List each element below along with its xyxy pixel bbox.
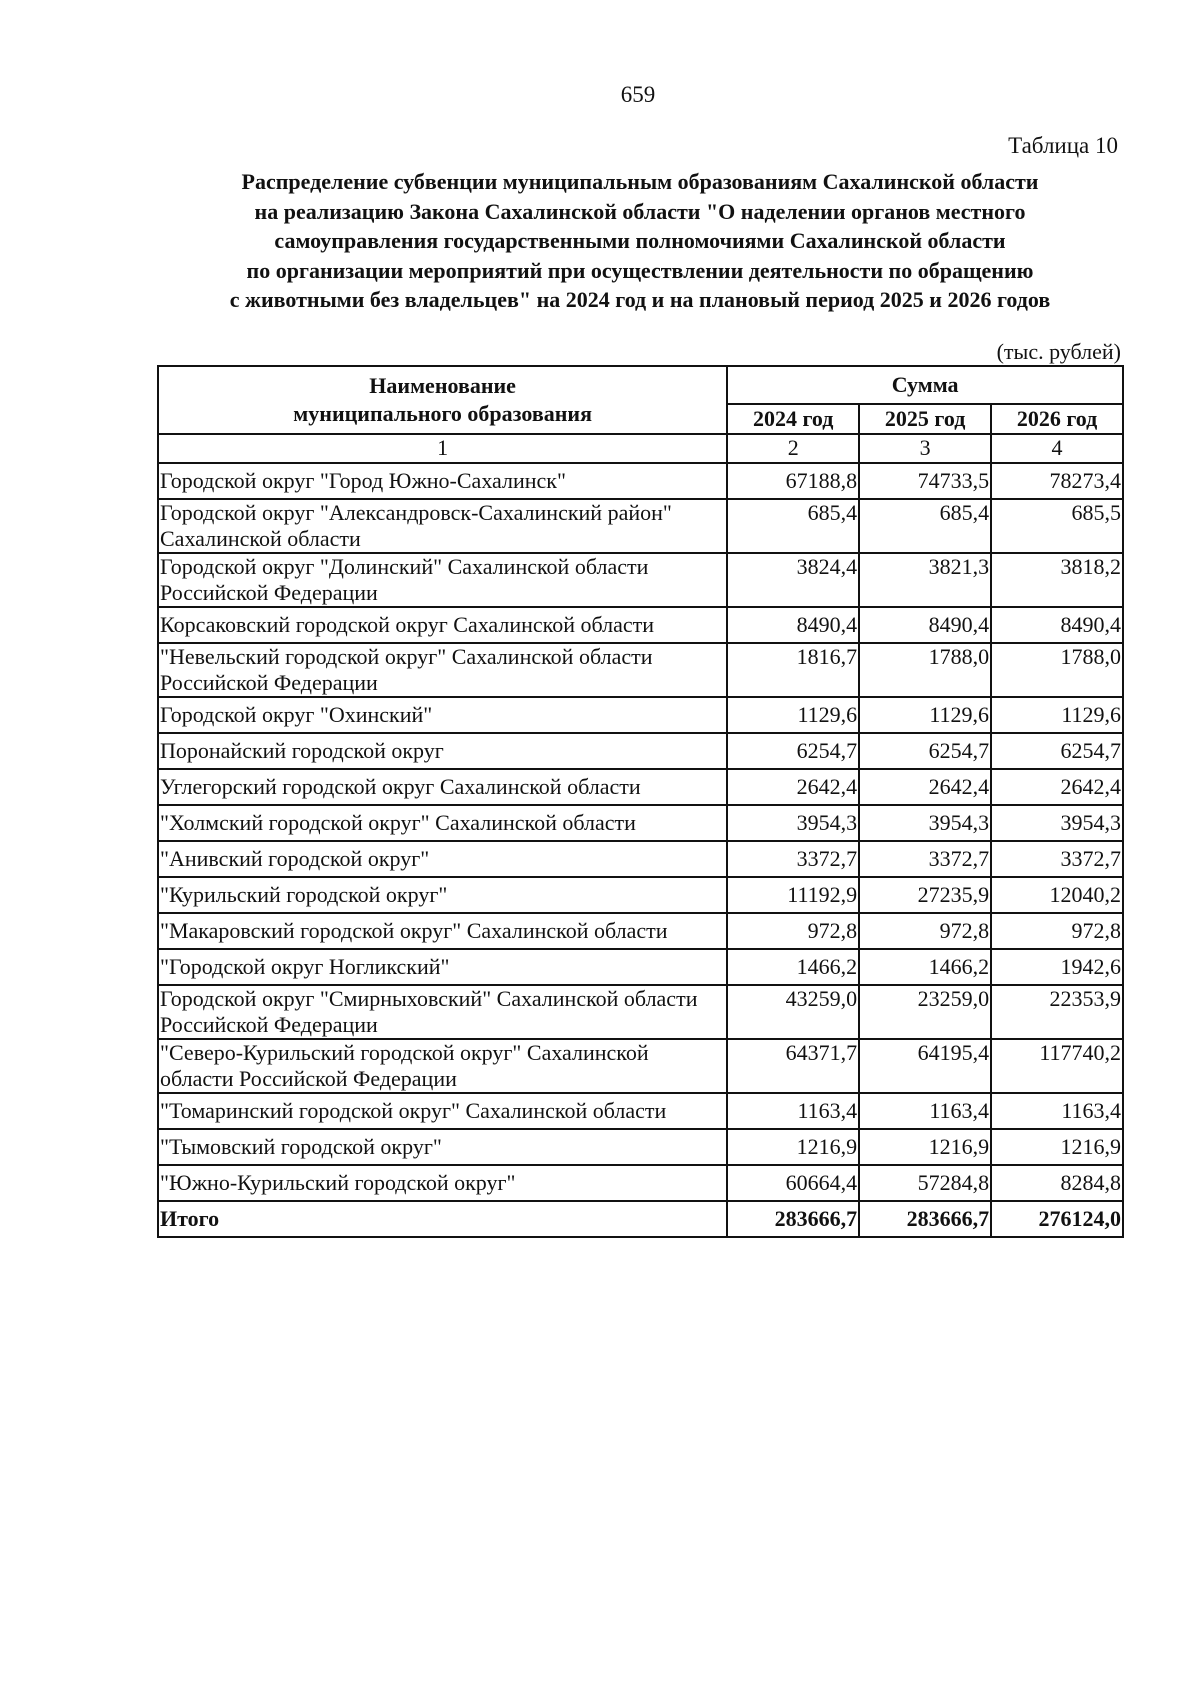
- municipality-name-cell: "Томаринский городской округ" Сахалинской области: [158, 1093, 727, 1129]
- value-2024-cell: 43259,0: [727, 985, 859, 1039]
- header-year-2024: 2024 год: [727, 404, 859, 434]
- value-2024-cell: 6254,7: [727, 733, 859, 769]
- value-2026-cell: 2642,4: [991, 769, 1123, 805]
- document-title: [140, 167, 1140, 315]
- title-line: с животными без владельцев" на 2024 год и на плановый период 2025 и 2026 годов: [229, 287, 1051, 312]
- value-2026-cell: 972,8: [991, 913, 1123, 949]
- units-label: (тыс. рублей): [996, 339, 1121, 364]
- total-2024-cell: 283666,7: [727, 1201, 859, 1237]
- value-2026-cell: 1129,6: [991, 697, 1123, 733]
- value-2025-cell: 1216,9: [859, 1129, 991, 1165]
- municipality-name-cell: Корсаковский городской округ Сахалинской области: [158, 607, 727, 643]
- value-2024-cell: 3824,4: [727, 553, 859, 607]
- index-cell: 4: [991, 434, 1123, 463]
- table-row: [158, 841, 1123, 877]
- value-2025-cell: 3821,3: [859, 553, 991, 607]
- value-2025-cell: 27235,9: [859, 877, 991, 913]
- value-2024-cell: 1129,6: [727, 697, 859, 733]
- table-row: [158, 805, 1123, 841]
- value-2026-cell: 78273,4: [991, 463, 1123, 499]
- page-number: 659: [620, 82, 656, 107]
- value-2026-cell: 12040,2: [991, 877, 1123, 913]
- table-row: [158, 1129, 1123, 1165]
- municipality-name-cell: "Тымовский городской округ": [158, 1129, 727, 1165]
- title-line: самоуправления государственными полномочиями Сахалинской области: [274, 228, 1006, 253]
- municipality-name-cell: Городской округ "Охинский": [158, 697, 727, 733]
- value-2026-cell: 3372,7: [991, 841, 1123, 877]
- value-2024-cell: 60664,4: [727, 1165, 859, 1201]
- value-2025-cell: 3954,3: [859, 805, 991, 841]
- table-row: [158, 643, 1123, 697]
- value-2026-cell: 6254,7: [991, 733, 1123, 769]
- table-row: [158, 733, 1123, 769]
- value-2025-cell: 1129,6: [859, 697, 991, 733]
- table-row: [158, 985, 1123, 1039]
- value-2024-cell: 64371,7: [727, 1039, 859, 1093]
- value-2026-cell: 22353,9: [991, 985, 1123, 1039]
- value-2025-cell: 23259,0: [859, 985, 991, 1039]
- header-year-2026: 2026 год: [991, 404, 1123, 434]
- header-name: [158, 366, 727, 434]
- title-line: на реализацию Закона Сахалинской области "О наделении органов местного: [254, 198, 1026, 224]
- value-2024-cell: 1216,9: [727, 1129, 859, 1165]
- table-row: [158, 913, 1123, 949]
- value-2026-cell: 685,5: [991, 499, 1123, 553]
- total-row: [158, 1201, 1123, 1237]
- index-cell: 1: [158, 434, 727, 463]
- municipality-name-cell: Поронайский городской округ: [158, 733, 727, 769]
- value-2025-cell: 74733,5: [859, 463, 991, 499]
- table-row: [158, 1039, 1123, 1093]
- value-2026-cell: 1788,0: [991, 643, 1123, 697]
- table-row: [158, 499, 1123, 553]
- table-row: [158, 949, 1123, 985]
- value-2024-cell: 3954,3: [727, 805, 859, 841]
- municipality-name-cell: Городской округ "Александровск-Сахалинский район" Сахалинской области: [158, 499, 727, 553]
- table-row: [158, 877, 1123, 913]
- table-body: [158, 463, 1123, 1237]
- municipality-name-cell: Городской округ "Долинский" Сахалинской области Российской Федерации: [158, 553, 727, 607]
- value-2025-cell: 1163,4: [859, 1093, 991, 1129]
- value-2025-cell: 64195,4: [859, 1039, 991, 1093]
- table-row: [158, 607, 1123, 643]
- table-row: [158, 769, 1123, 805]
- value-2024-cell: 1163,4: [727, 1093, 859, 1129]
- value-2024-cell: 11192,9: [727, 877, 859, 913]
- value-2026-cell: 8284,8: [991, 1165, 1123, 1201]
- table-row: [158, 1093, 1123, 1129]
- value-2026-cell: 3954,3: [991, 805, 1123, 841]
- municipality-name-cell: "Южно-Курильский городской округ": [158, 1165, 727, 1201]
- value-2024-cell: 1816,7: [727, 643, 859, 697]
- municipality-name-cell: Городской округ "Смирныховский" Сахалинской области Российской Федерации: [158, 985, 727, 1039]
- header-name-line1: Наименование: [369, 373, 516, 398]
- title-line: по организации мероприятий при осуществлении деятельности по обращению: [246, 257, 1034, 283]
- value-2026-cell: 1163,4: [991, 1093, 1123, 1129]
- table-row: [158, 553, 1123, 607]
- total-2026-cell: 276124,0: [991, 1201, 1123, 1237]
- municipality-name-cell: "Анивский городской округ": [158, 841, 727, 877]
- header-sum: Сумма: [727, 366, 1123, 404]
- value-2026-cell: 1942,6: [991, 949, 1123, 985]
- value-2025-cell: 2642,4: [859, 769, 991, 805]
- subvention-table: [157, 365, 1124, 1238]
- municipality-name-cell: "Городской округ Ногликский": [158, 949, 727, 985]
- value-2025-cell: 3372,7: [859, 841, 991, 877]
- value-2024-cell: 972,8: [727, 913, 859, 949]
- value-2025-cell: 1788,0: [859, 643, 991, 697]
- index-cell: 3: [859, 434, 991, 463]
- value-2024-cell: 67188,8: [727, 463, 859, 499]
- table-row: [158, 463, 1123, 499]
- value-2025-cell: 8490,4: [859, 607, 991, 643]
- title-line: Распределение субвенции муниципальным образованиям Сахалинской области: [241, 169, 1039, 194]
- value-2025-cell: 57284,8: [859, 1165, 991, 1201]
- index-cell: 2: [727, 434, 859, 463]
- total-label-cell: Итого: [158, 1201, 727, 1237]
- table-row: [158, 1165, 1123, 1201]
- table-label: Таблица 10: [1008, 133, 1118, 158]
- value-2026-cell: 1216,9: [991, 1129, 1123, 1165]
- header-name-line2: муниципального образования: [293, 401, 592, 426]
- value-2026-cell: 8490,4: [991, 607, 1123, 643]
- municipality-name-cell: Городской округ "Город Южно-Сахалинск": [158, 463, 727, 499]
- value-2024-cell: 685,4: [727, 499, 859, 553]
- value-2026-cell: 3818,2: [991, 553, 1123, 607]
- municipality-name-cell: "Холмский городской округ" Сахалинской области: [158, 805, 727, 841]
- value-2024-cell: 3372,7: [727, 841, 859, 877]
- header-year-2025: 2025 год: [859, 404, 991, 434]
- value-2025-cell: 685,4: [859, 499, 991, 553]
- table-row: [158, 697, 1123, 733]
- municipality-name-cell: "Невельский городской округ" Сахалинской области Российской Федерации: [158, 643, 727, 697]
- municipality-name-cell: Углегорский городской округ Сахалинской области: [158, 769, 727, 805]
- value-2025-cell: 1466,2: [859, 949, 991, 985]
- total-2025-cell: 283666,7: [859, 1201, 991, 1237]
- value-2026-cell: 117740,2: [991, 1039, 1123, 1093]
- municipality-name-cell: "Макаровский городской округ" Сахалинской области: [158, 913, 727, 949]
- municipality-name-cell: "Северо-Курильский городской округ" Сахалинской области Российской Федерации: [158, 1039, 727, 1093]
- municipality-name-cell: "Курильский городской округ": [158, 877, 727, 913]
- value-2024-cell: 8490,4: [727, 607, 859, 643]
- value-2024-cell: 2642,4: [727, 769, 859, 805]
- value-2025-cell: 972,8: [859, 913, 991, 949]
- value-2024-cell: 1466,2: [727, 949, 859, 985]
- value-2025-cell: 6254,7: [859, 733, 991, 769]
